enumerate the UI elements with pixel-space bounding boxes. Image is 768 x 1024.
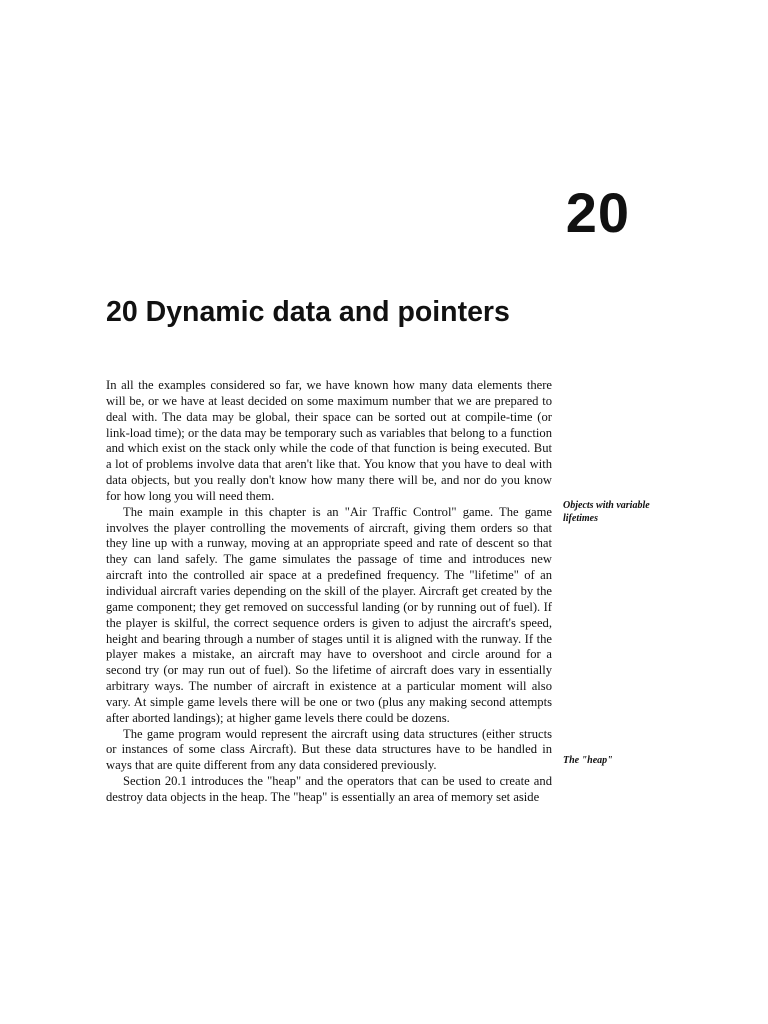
chapter-number: 20: [565, 181, 630, 244]
margin-note-variable-lifetimes: Objects with variable lifetimes: [563, 500, 650, 524]
paragraph-data-structures: The game program would represent the aircraft using data structures (either structs or instances of some class Aircraft). But these data structures have to be handled in ways that are quite different from any data considered previously.: [106, 726, 552, 773]
body-text: [106, 378, 552, 806]
margin-note-heap: The "heap": [563, 755, 613, 766]
paragraph-intro: In all the examples considered so far, we have known how many data elements there will be, or we have at least decided on some maximum number that we are prepared to deal with. The data may be global, their space can be sorted out at compile-time (or link-load time); or the data may be temporary such as variables that belong to a function and which exist on the stack only while the code of that function is being executed. But a lot of problems involve data that aren't like that. You know that you have to deal with data objects, but you really don't know how many there will be, and nor do you know for how long you will need them.: [106, 378, 552, 503]
paragraph-air-traffic: The main example in this chapter is an "Air Traffic Control" game. The game involves the player controlling the movements of aircraft, giving them orders so that they line up with a runway, moving at an appropriate speed and rate of descent so that they can land safely. The game simulates the passage of time and introduces new aircraft into the controlled air space at a predefined frequency. The "lifetime" of an individual aircraft varies depending on the skill of the player. Aircraft get created by the game component; they get removed on successful landing (or by running out of fuel). If the player is skilful, the correct sequence orders is given to adjust the aircraft's speed, height and bearing through a number of stages until it is aligned with the runway. If the player makes a mistake, an aircraft may have to overshoot and circle around for a second try (or may run out of fuel). So the lifetime of aircraft does vary in essentially arbitrary ways. The number of aircraft in existence at a particular moment will also vary. At simple game levels there will be one or two (plus any making second attempts after aborted landings); at higher game levels there could be dozens.: [106, 504, 552, 725]
paragraph-heap: Section 20.1 introduces the "heap" and the operators that can be used to create and destroy data objects in the heap. The "heap" is essentially an area of memory set aside: [106, 774, 552, 804]
chapter-title: 20 Dynamic data and pointers: [106, 296, 510, 328]
